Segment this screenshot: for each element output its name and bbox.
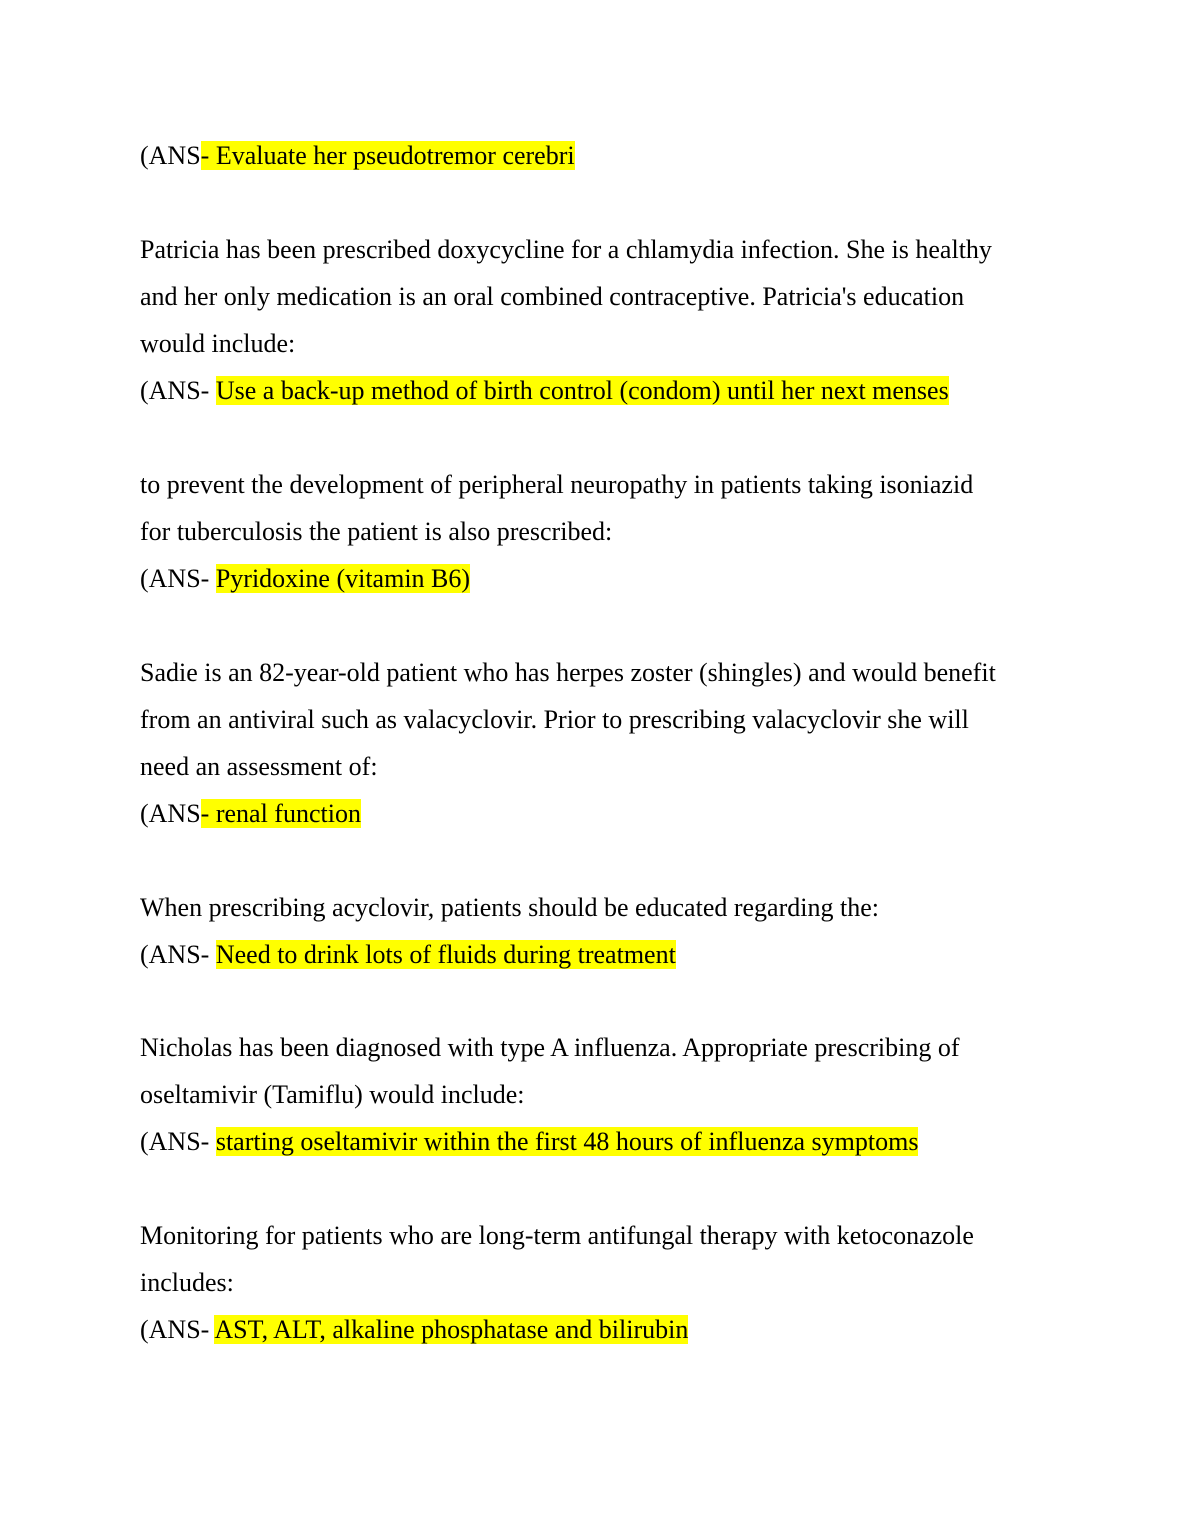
question-line: Patricia has been prescribed doxycycline for a chlamydia infection. She is healthy: [140, 235, 992, 264]
question-line: Monitoring for patients who are long-term antifungal therapy with ketoconazole: [140, 1221, 974, 1250]
question-line: Sadie is an 82-year-old patient who has herpes zoster (shingles) and would benefit: [140, 658, 996, 687]
answer-line: [140, 374, 949, 408]
answer-prefix: (ANS-: [140, 376, 216, 405]
answer-prefix: (ANS: [140, 799, 201, 828]
answer-line: [140, 139, 575, 173]
answer-prefix: (ANS-: [140, 1315, 215, 1344]
answer-prefix: (ANS-: [140, 1127, 216, 1156]
answer-prefix: (ANS-: [140, 564, 216, 593]
answer-prefix: (ANS: [140, 141, 201, 170]
question-line: would include:: [140, 329, 296, 358]
answer-highlight: AST, ALT, alkaline phosphatase and bilirubin: [214, 1315, 689, 1344]
answer-line: [140, 938, 676, 972]
answer-line: [140, 797, 361, 831]
answer-highlight: Pyridoxine (vitamin B6): [215, 564, 471, 593]
question-line: and her only medication is an oral combined contraceptive. Patricia's education: [140, 282, 965, 311]
question-line: for tuberculosis the patient is also prescribed:: [140, 517, 613, 546]
answer-line: [140, 1313, 688, 1347]
answer-prefix: (ANS-: [140, 940, 216, 969]
answer-highlight: Use a back-up method of birth control (condom) until her next menses: [215, 376, 949, 405]
question-line: When prescribing acyclovir, patients should be educated regarding the:: [140, 893, 879, 922]
answer-highlight: Need to drink lots of fluids during treatment: [215, 940, 676, 969]
answer-highlight: starting oseltamivir within the first 48 hours of influenza symptoms: [215, 1127, 919, 1156]
question-line: includes:: [140, 1268, 234, 1297]
question-line: Nicholas has been diagnosed with type A influenza. Appropriate prescribing of: [140, 1033, 960, 1062]
question-line: from an antiviral such as valacyclovir. Prior to prescribing valacyclovir she will: [140, 705, 969, 734]
answer-highlight: - renal function: [200, 799, 361, 828]
question-line: to prevent the development of peripheral neuropathy in patients taking isoniazid: [140, 470, 974, 499]
answer-line: [140, 1125, 918, 1159]
answer-line: [140, 562, 470, 596]
question-line: need an assessment of:: [140, 752, 378, 781]
answer-highlight: - Evaluate her pseudotremor cerebri: [200, 141, 575, 170]
question-line: oseltamivir (Tamiflu) would include:: [140, 1080, 525, 1109]
